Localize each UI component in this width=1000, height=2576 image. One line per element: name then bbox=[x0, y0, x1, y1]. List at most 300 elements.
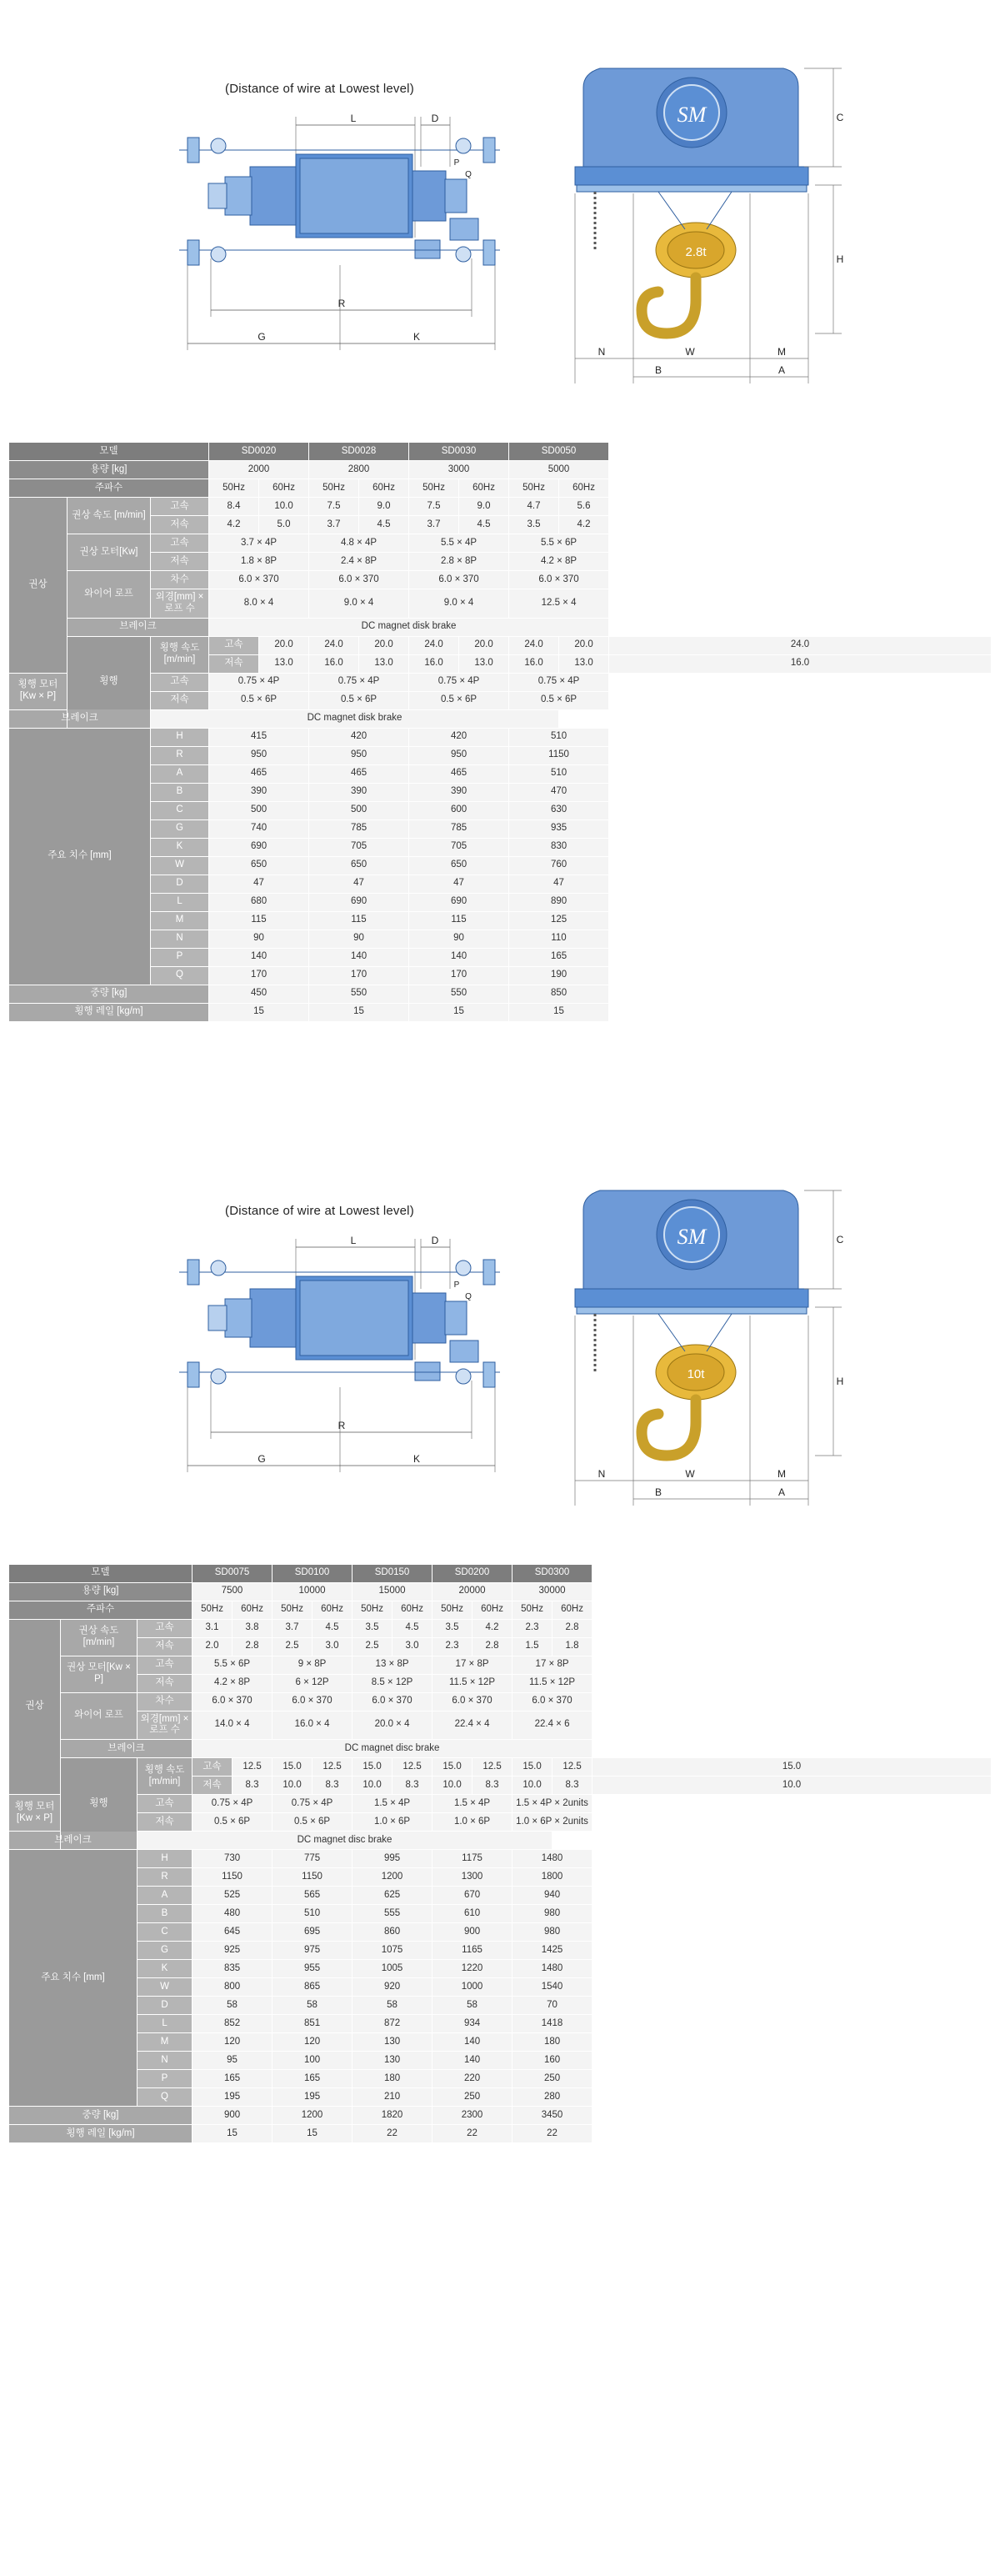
label-wire-sub1: 차수 bbox=[151, 571, 209, 589]
ts-l-7: 16.0 bbox=[609, 654, 992, 673]
diagram-block-1 bbox=[0, 0, 1000, 442]
table-row-dim-C bbox=[9, 801, 992, 819]
model-3: SD0050 bbox=[509, 443, 609, 461]
t2-wire-0: 6.0 × 370 bbox=[192, 1692, 272, 1711]
table2-row-dim-M bbox=[9, 2033, 992, 2052]
diagram-title-2: (Distance of wire at Lowest level) bbox=[225, 1203, 414, 1218]
capacity-2: 3000 bbox=[409, 461, 509, 479]
table2-row-dim-N bbox=[9, 2052, 992, 2070]
table2-row-dim-G bbox=[9, 1942, 992, 1960]
capacity-3: 5000 bbox=[509, 461, 609, 479]
t2-tm-l-0: 0.5 × 6P bbox=[192, 1813, 272, 1832]
t2-dim-3-4: 980 bbox=[512, 1905, 592, 1923]
t2-dim-9-2: 872 bbox=[352, 2015, 432, 2033]
svg-text:L: L bbox=[350, 1234, 357, 1246]
t2-label-wire-sub1: 차수 bbox=[138, 1692, 192, 1711]
ts-h-0: 20.0 bbox=[259, 636, 309, 654]
wire-2: 6.0 × 370 bbox=[409, 571, 509, 589]
dim-1-1: 950 bbox=[309, 746, 409, 764]
t2-capacity-2: 15000 bbox=[352, 1582, 432, 1601]
svg-text:R: R bbox=[338, 298, 346, 309]
spec-table-large bbox=[8, 1564, 992, 2144]
table2-row-wire-1 bbox=[9, 1692, 992, 1711]
dim-13-1: 170 bbox=[309, 966, 409, 985]
dim-7-2: 650 bbox=[409, 856, 509, 875]
svg-text:K: K bbox=[412, 331, 421, 343]
t2-dim-5-3: 1165 bbox=[432, 1942, 512, 1960]
t2-dim-6-1: 955 bbox=[272, 1960, 352, 1978]
rail-0: 15 bbox=[209, 1003, 309, 1021]
hs-l-6: 3.5 bbox=[509, 516, 559, 534]
svg-text:D: D bbox=[431, 113, 439, 124]
table2-row-frequency bbox=[9, 1601, 992, 1619]
dim-1-0: 950 bbox=[209, 746, 309, 764]
table-row-dim-B bbox=[9, 783, 992, 801]
svg-text:G: G bbox=[258, 1452, 266, 1465]
dim-8-2: 47 bbox=[409, 875, 509, 893]
label-high-4: 고속 bbox=[151, 673, 209, 691]
hs-h-4: 7.5 bbox=[409, 498, 459, 516]
t2-dim-name-5: G bbox=[138, 1942, 192, 1960]
t2-hm-l-3: 11.5 × 12P bbox=[432, 1674, 512, 1692]
table-row-dim-A bbox=[9, 764, 992, 783]
hs-h-5: 9.0 bbox=[459, 498, 509, 516]
brake-travel-value: DC magnet disk brake bbox=[151, 709, 559, 728]
t2-hs-l-2: 2.5 bbox=[272, 1637, 312, 1656]
t2-hs-h-7: 4.2 bbox=[472, 1619, 512, 1637]
t2-label-travel-motor: 횡행 모터[Kw × P] bbox=[9, 1795, 61, 1832]
table2-row-hoist-speed-low bbox=[9, 1637, 992, 1656]
table-row-dim-M bbox=[9, 911, 992, 930]
hs-h-3: 9.0 bbox=[359, 498, 409, 516]
ts-l-0: 13.0 bbox=[259, 654, 309, 673]
svg-text:M: M bbox=[778, 1467, 786, 1480]
model-1: SD0028 bbox=[309, 443, 409, 461]
t2-dim-7-1: 865 bbox=[272, 1978, 352, 1997]
t2-ts-l-0: 8.3 bbox=[232, 1777, 272, 1795]
dim-2-2: 465 bbox=[409, 764, 509, 783]
dim-3-1: 390 bbox=[309, 783, 409, 801]
capacity-label-1: 2.8t bbox=[685, 245, 707, 259]
table2-row-dim-L bbox=[9, 2015, 992, 2033]
weight-2: 550 bbox=[409, 985, 509, 1003]
t2-dim-10-0: 120 bbox=[192, 2033, 272, 2052]
svg-text:L: L bbox=[350, 113, 357, 124]
dim-name-13: Q bbox=[151, 966, 209, 985]
table2-row-hoist-motor-high bbox=[9, 1656, 992, 1674]
dim-4-3: 630 bbox=[509, 801, 609, 819]
freq-7: 60Hz bbox=[559, 479, 609, 498]
hoist-diagram-1 bbox=[0, 0, 1000, 442]
freq-1: 60Hz bbox=[259, 479, 309, 498]
t2-dim-name-11: N bbox=[138, 2052, 192, 2070]
row-label-capacity: 용량 [kg] bbox=[9, 461, 209, 479]
freq-3: 60Hz bbox=[359, 479, 409, 498]
t2-weight-3: 2300 bbox=[432, 2107, 512, 2125]
dim-11-0: 90 bbox=[209, 930, 309, 948]
t2-ts-h-4: 12.5 bbox=[392, 1758, 432, 1777]
hm-l-2: 2.8 × 8P bbox=[409, 553, 509, 571]
t2-dim-0-0: 730 bbox=[192, 1850, 272, 1868]
dim-name-5: G bbox=[151, 819, 209, 838]
dim-name-8: D bbox=[151, 875, 209, 893]
ts-h-2: 20.0 bbox=[359, 636, 409, 654]
label-high-2: 고속 bbox=[151, 534, 209, 553]
svg-text:C: C bbox=[836, 1233, 844, 1245]
dim-11-3: 110 bbox=[509, 930, 609, 948]
t2-ts-l-2: 8.3 bbox=[312, 1777, 352, 1795]
label-low-1: 저속 bbox=[151, 516, 209, 534]
table-row-travel-motor-low bbox=[9, 691, 992, 709]
t2-label-low-1: 저속 bbox=[138, 1637, 192, 1656]
t2-tm-h-4: 1.5 × 4P × 2units bbox=[512, 1795, 592, 1813]
t2-dim-7-4: 1540 bbox=[512, 1978, 592, 1997]
t2-capacity-3: 20000 bbox=[432, 1582, 512, 1601]
label-rail: 횡행 레일 [kg/m] bbox=[9, 1003, 209, 1021]
svg-text:G: G bbox=[258, 331, 266, 343]
t2-label-wire-sub2: 외경[mm] × 로프 수 bbox=[138, 1711, 192, 1740]
dim-7-0: 650 bbox=[209, 856, 309, 875]
dim-2-3: 510 bbox=[509, 764, 609, 783]
t2-dim-name-12: P bbox=[138, 2070, 192, 2088]
t2-label-high-1: 고속 bbox=[138, 1619, 192, 1637]
table2-row-dim-H bbox=[9, 1850, 992, 1868]
t2-dim-12-4: 250 bbox=[512, 2070, 592, 2088]
dim-5-0: 740 bbox=[209, 819, 309, 838]
t2-hm-l-2: 8.5 × 12P bbox=[352, 1674, 432, 1692]
t2-dim-9-0: 852 bbox=[192, 2015, 272, 2033]
dim-2-0: 465 bbox=[209, 764, 309, 783]
tm-h-3: 0.75 × 4P bbox=[509, 673, 609, 691]
freq-6: 50Hz bbox=[509, 479, 559, 498]
dim-1-3: 1150 bbox=[509, 746, 609, 764]
t2-dim-2-2: 625 bbox=[352, 1887, 432, 1905]
t2-ts-h-9: 15.0 bbox=[592, 1758, 992, 1777]
t2-dim-5-1: 975 bbox=[272, 1942, 352, 1960]
dim-12-0: 140 bbox=[209, 948, 309, 966]
dim-13-2: 170 bbox=[409, 966, 509, 985]
section-large-models bbox=[0, 1122, 1000, 2144]
table-row-wire-1 bbox=[9, 571, 992, 589]
dim-3-0: 390 bbox=[209, 783, 309, 801]
t2-hs-l-7: 2.8 bbox=[472, 1637, 512, 1656]
spec-table-small bbox=[8, 442, 992, 1022]
table2-row-dim-R bbox=[9, 1868, 992, 1887]
ts-h-1: 24.0 bbox=[309, 636, 359, 654]
t2-dim-4-3: 900 bbox=[432, 1923, 512, 1942]
svg-text:A: A bbox=[778, 1486, 786, 1498]
t2-dim-13-1: 195 bbox=[272, 2088, 352, 2107]
table-row-rail bbox=[9, 1003, 992, 1021]
dim-9-0: 680 bbox=[209, 893, 309, 911]
table-row-weight bbox=[9, 985, 992, 1003]
t2-ts-h-0: 12.5 bbox=[232, 1758, 272, 1777]
label-weight: 중량 [kg] bbox=[9, 985, 209, 1003]
t2-ts-l-6: 8.3 bbox=[472, 1777, 512, 1795]
t2-label-brake-hoist: 브레이크 bbox=[61, 1740, 192, 1758]
label-low-4: 저속 bbox=[151, 691, 209, 709]
dim-5-3: 935 bbox=[509, 819, 609, 838]
dim-name-0: H bbox=[151, 728, 209, 746]
t2-dim-8-3: 58 bbox=[432, 1997, 512, 2015]
table-row-dim-K bbox=[9, 838, 992, 856]
dim-name-7: W bbox=[151, 856, 209, 875]
t2-ts-l-8: 8.3 bbox=[552, 1777, 592, 1795]
t2-label-low-2: 저속 bbox=[138, 1674, 192, 1692]
section-small-models bbox=[0, 0, 1000, 1022]
label-low-3: 저속 bbox=[209, 654, 259, 673]
dim-6-1: 705 bbox=[309, 838, 409, 856]
hs-l-2: 3.7 bbox=[309, 516, 359, 534]
t2-dim-12-3: 220 bbox=[432, 2070, 512, 2088]
t2-tm-l-2: 1.0 × 6P bbox=[352, 1813, 432, 1832]
t2-row-label-frequency: 주파수 bbox=[9, 1601, 192, 1619]
table2-row-dim-W bbox=[9, 1978, 992, 1997]
t2-dim-11-3: 140 bbox=[432, 2052, 512, 2070]
wirec-1: 9.0 × 4 bbox=[309, 589, 409, 619]
t2-dim-10-1: 120 bbox=[272, 2033, 352, 2052]
svg-text:D: D bbox=[431, 1234, 439, 1246]
dim-10-1: 115 bbox=[309, 911, 409, 930]
table2-row-dim-K bbox=[9, 1960, 992, 1978]
t2-dim-1-3: 1300 bbox=[432, 1868, 512, 1887]
t2-hs-l-4: 2.5 bbox=[352, 1637, 392, 1656]
hm-h-1: 4.8 × 4P bbox=[309, 534, 409, 553]
t2-tm-h-2: 1.5 × 4P bbox=[352, 1795, 432, 1813]
svg-text:Q: Q bbox=[465, 170, 472, 179]
t2-dim-7-2: 920 bbox=[352, 1978, 432, 1997]
t2-ts-h-8: 12.5 bbox=[552, 1758, 592, 1777]
t2-dim-1-2: 1200 bbox=[352, 1868, 432, 1887]
svg-text:W: W bbox=[685, 1467, 695, 1480]
t2-dim-2-0: 525 bbox=[192, 1887, 272, 1905]
dim-4-1: 500 bbox=[309, 801, 409, 819]
t2-dim-name-0: H bbox=[138, 1850, 192, 1868]
table-row-travel-brake bbox=[9, 709, 992, 728]
t2-dim-name-4: C bbox=[138, 1923, 192, 1942]
wirec-0: 8.0 × 4 bbox=[209, 589, 309, 619]
t2-model-2: SD0150 bbox=[352, 1564, 432, 1582]
t2-model-1: SD0100 bbox=[272, 1564, 352, 1582]
t2-weight-0: 900 bbox=[192, 2107, 272, 2125]
label-travel-motor: 횡행 모터[Kw × P] bbox=[9, 673, 68, 709]
label-brake-travel: 브레이크 bbox=[9, 709, 151, 728]
t2-wire-4: 6.0 × 370 bbox=[512, 1692, 592, 1711]
ts-l-6: 13.0 bbox=[559, 654, 609, 673]
svg-text:B: B bbox=[654, 1486, 662, 1498]
dim-name-3: B bbox=[151, 783, 209, 801]
dim-5-2: 785 bbox=[409, 819, 509, 838]
ts-l-2: 13.0 bbox=[359, 654, 409, 673]
t2-dim-13-3: 250 bbox=[432, 2088, 512, 2107]
t2-row-label-model: 모델 bbox=[9, 1564, 192, 1582]
table2-row-rail bbox=[9, 2125, 992, 2143]
rail-1: 15 bbox=[309, 1003, 409, 1021]
t2-dim-0-2: 995 bbox=[352, 1850, 432, 1868]
row-label-frequency: 주파수 bbox=[9, 479, 209, 498]
table2-row-hoist-brake bbox=[9, 1740, 992, 1758]
t2-dim-1-0: 1150 bbox=[192, 1868, 272, 1887]
section-gap bbox=[0, 1022, 1000, 1122]
table-row-hoist-speed-low bbox=[9, 516, 992, 534]
dim-11-2: 90 bbox=[409, 930, 509, 948]
ts-h-3: 24.0 bbox=[409, 636, 459, 654]
table-row-dim-N bbox=[9, 930, 992, 948]
tm-h-2: 0.75 × 4P bbox=[409, 673, 509, 691]
t2-hs-h-9: 2.8 bbox=[552, 1619, 592, 1637]
ts-l-3: 16.0 bbox=[409, 654, 459, 673]
t2-dim-4-0: 645 bbox=[192, 1923, 272, 1942]
t2-dim-13-2: 210 bbox=[352, 2088, 432, 2107]
dim-10-2: 115 bbox=[409, 911, 509, 930]
hs-h-1: 10.0 bbox=[259, 498, 309, 516]
table-row-travel-speed-high bbox=[9, 636, 992, 654]
t2-dim-name-8: D bbox=[138, 1997, 192, 2015]
dim-name-2: A bbox=[151, 764, 209, 783]
t2-freq-4: 50Hz bbox=[352, 1601, 392, 1619]
t2-dim-name-7: W bbox=[138, 1978, 192, 1997]
dim-name-10: M bbox=[151, 911, 209, 930]
table-row-dim-P bbox=[9, 948, 992, 966]
t2-ts-l-1: 10.0 bbox=[272, 1777, 312, 1795]
t2-dim-0-3: 1175 bbox=[432, 1850, 512, 1868]
t2-dim-name-6: K bbox=[138, 1960, 192, 1978]
t2-hs-l-1: 2.8 bbox=[232, 1637, 272, 1656]
t2-hm-l-1: 6 × 12P bbox=[272, 1674, 352, 1692]
t2-hm-h-0: 5.5 × 6P bbox=[192, 1656, 272, 1674]
t2-dim-3-3: 610 bbox=[432, 1905, 512, 1923]
dim-name-11: N bbox=[151, 930, 209, 948]
svg-text:N: N bbox=[598, 346, 606, 358]
t2-hs-h-2: 3.7 bbox=[272, 1619, 312, 1637]
model-0: SD0020 bbox=[209, 443, 309, 461]
t2-group-travel: 횡행 bbox=[61, 1758, 138, 1850]
t2-label-hoist-speed: 권상 속도 [m/min] bbox=[61, 1619, 138, 1656]
t2-hm-h-4: 17 × 8P bbox=[512, 1656, 592, 1674]
hs-h-6: 4.7 bbox=[509, 498, 559, 516]
weight-3: 850 bbox=[509, 985, 609, 1003]
hm-h-0: 3.7 × 4P bbox=[209, 534, 309, 553]
hs-h-0: 8.4 bbox=[209, 498, 259, 516]
hm-l-0: 1.8 × 8P bbox=[209, 553, 309, 571]
t2-hs-l-0: 2.0 bbox=[192, 1637, 232, 1656]
svg-text:P: P bbox=[453, 1280, 460, 1290]
t2-ts-h-3: 15.0 bbox=[352, 1758, 392, 1777]
rail-2: 15 bbox=[409, 1003, 509, 1021]
table2-row-capacity bbox=[9, 1582, 992, 1601]
t2-rail-2: 22 bbox=[352, 2125, 432, 2143]
t2-tm-h-3: 1.5 × 4P bbox=[432, 1795, 512, 1813]
hm-h-3: 5.5 × 6P bbox=[509, 534, 609, 553]
wire-3: 6.0 × 370 bbox=[509, 571, 609, 589]
t2-tm-l-3: 1.0 × 6P bbox=[432, 1813, 512, 1832]
dim-10-3: 125 bbox=[509, 911, 609, 930]
t2-freq-5: 60Hz bbox=[392, 1601, 432, 1619]
t2-dim-6-0: 835 bbox=[192, 1960, 272, 1978]
t2-ts-l-5: 10.0 bbox=[432, 1777, 472, 1795]
t2-dim-7-3: 1000 bbox=[432, 1978, 512, 1997]
dim-10-0: 115 bbox=[209, 911, 309, 930]
wirec-2: 9.0 × 4 bbox=[409, 589, 509, 619]
t2-tm-h-0: 0.75 × 4P bbox=[192, 1795, 272, 1813]
table-row-dim-W bbox=[9, 856, 992, 875]
t2-tm-l-1: 0.5 × 6P bbox=[272, 1813, 352, 1832]
t2-dim-0-4: 1480 bbox=[512, 1850, 592, 1868]
t2-freq-7: 60Hz bbox=[472, 1601, 512, 1619]
t2-hs-h-4: 3.5 bbox=[352, 1619, 392, 1637]
t2-wirec-2: 20.0 × 4 bbox=[352, 1711, 432, 1740]
t2-dim-2-3: 670 bbox=[432, 1887, 512, 1905]
t2-freq-0: 50Hz bbox=[192, 1601, 232, 1619]
dim-12-1: 140 bbox=[309, 948, 409, 966]
table2-row-model bbox=[9, 1564, 992, 1582]
table-row-travel-motor-high bbox=[9, 673, 992, 691]
table-row-frequency bbox=[9, 479, 992, 498]
capacity-label-2: 10t bbox=[687, 1366, 705, 1381]
t2-dim-11-4: 160 bbox=[512, 2052, 592, 2070]
t2-weight-2: 1820 bbox=[352, 2107, 432, 2125]
table-row-hoist-motor-low bbox=[9, 553, 992, 571]
label-wire-sub2: 외경[mm] × 로프 수 bbox=[151, 589, 209, 619]
label-hoist-motor: 권상 모터[Kw] bbox=[68, 534, 151, 571]
label-hoist-speed: 권상 속도 [m/min] bbox=[68, 498, 151, 534]
t2-label-high-2: 고속 bbox=[138, 1656, 192, 1674]
dim-8-0: 47 bbox=[209, 875, 309, 893]
dim-3-3: 470 bbox=[509, 783, 609, 801]
dim-0-2: 420 bbox=[409, 728, 509, 746]
dim-2-1: 465 bbox=[309, 764, 409, 783]
t2-hm-l-0: 4.2 × 8P bbox=[192, 1674, 272, 1692]
dim-0-1: 420 bbox=[309, 728, 409, 746]
t2-hm-l-4: 11.5 × 12P bbox=[512, 1674, 592, 1692]
hs-l-1: 5.0 bbox=[259, 516, 309, 534]
svg-text:P: P bbox=[453, 158, 460, 168]
table2-row-dim-C bbox=[9, 1923, 992, 1942]
t2-ts-h-7: 15.0 bbox=[512, 1758, 552, 1777]
t2-dim-name-1: R bbox=[138, 1868, 192, 1887]
t2-wirec-1: 16.0 × 4 bbox=[272, 1711, 352, 1740]
brake-hoist-value: DC magnet disk brake bbox=[209, 618, 609, 636]
t2-dim-name-3: B bbox=[138, 1905, 192, 1923]
t2-freq-3: 60Hz bbox=[312, 1601, 352, 1619]
label-low-2: 저속 bbox=[151, 553, 209, 571]
svg-text:K: K bbox=[412, 1452, 421, 1465]
svg-text:H: H bbox=[836, 1375, 844, 1387]
t2-hs-l-8: 1.5 bbox=[512, 1637, 552, 1656]
dim-name-12: P bbox=[151, 948, 209, 966]
hs-h-7: 5.6 bbox=[559, 498, 609, 516]
label-dimensions: 주요 치수 [mm] bbox=[9, 728, 151, 985]
t2-wire-3: 6.0 × 370 bbox=[432, 1692, 512, 1711]
svg-text:C: C bbox=[836, 112, 844, 123]
table2-row-dim-B bbox=[9, 1905, 992, 1923]
t2-weight-4: 3450 bbox=[512, 2107, 592, 2125]
t2-dim-4-2: 860 bbox=[352, 1923, 432, 1942]
dim-12-2: 140 bbox=[409, 948, 509, 966]
t2-capacity-0: 7500 bbox=[192, 1582, 272, 1601]
t2-wirec-0: 14.0 × 4 bbox=[192, 1711, 272, 1740]
table2-row-travel-motor-low bbox=[9, 1813, 992, 1832]
hs-l-3: 4.5 bbox=[359, 516, 409, 534]
t2-dim-4-1: 695 bbox=[272, 1923, 352, 1942]
t2-dim-10-2: 130 bbox=[352, 2033, 432, 2052]
t2-dim-3-2: 555 bbox=[352, 1905, 432, 1923]
t2-label-high-3: 고속 bbox=[192, 1758, 232, 1777]
table2-row-hoist-speed-high bbox=[9, 1619, 992, 1637]
group-travel: 횡행 bbox=[68, 636, 151, 728]
dim-name-4: C bbox=[151, 801, 209, 819]
t2-dim-13-4: 280 bbox=[512, 2088, 592, 2107]
